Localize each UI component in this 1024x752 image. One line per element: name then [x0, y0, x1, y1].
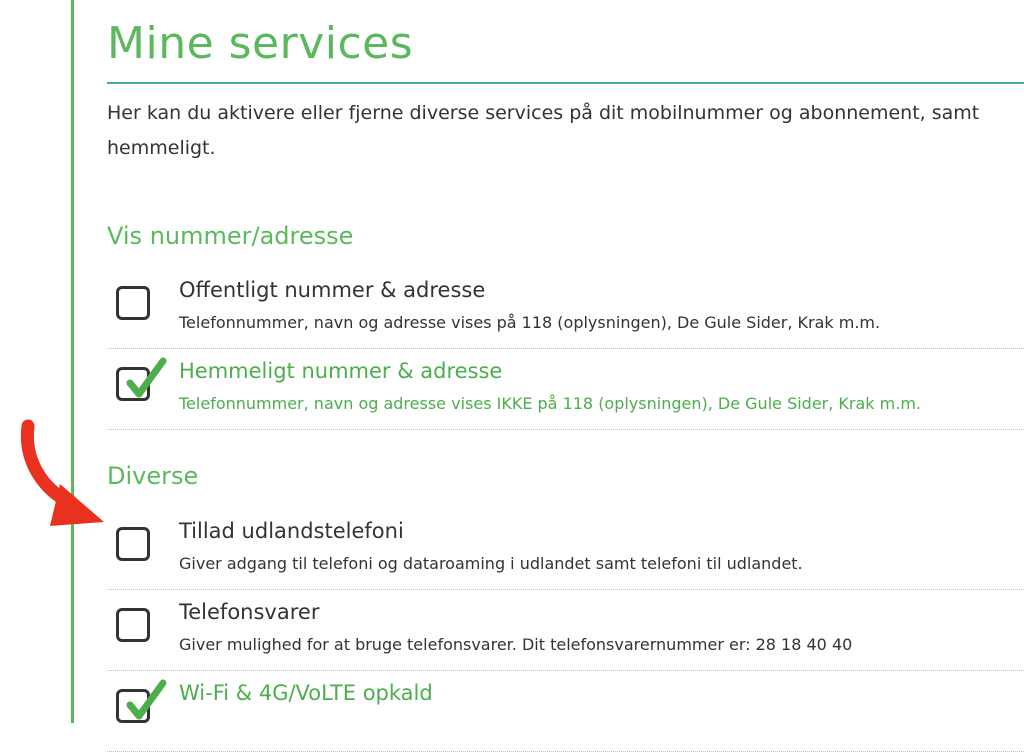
- option-title: Tillad udlandstelefoni: [179, 519, 404, 543]
- option-offentligt-nummer[interactable]: [107, 268, 1024, 349]
- option-title: Wi-Fi & 4G/VoLTE opkald: [179, 681, 433, 705]
- checkmark-icon: [117, 679, 167, 727]
- option-wifi-volte[interactable]: [107, 671, 1024, 752]
- option-tillad-udlandstelefoni[interactable]: [107, 509, 1024, 590]
- title-divider: [107, 82, 1024, 84]
- red-arrow-icon: [20, 418, 130, 538]
- option-title: Hemmeligt nummer & adresse: [179, 359, 503, 383]
- option-telefonsvarer[interactable]: [107, 590, 1024, 671]
- checkbox-icon[interactable]: [116, 286, 150, 320]
- left-accent-line: [71, 0, 74, 723]
- section-heading-diverse: Diverse: [107, 462, 199, 490]
- section-heading-vis-nummer: Vis nummer/adresse: [107, 222, 354, 250]
- option-hemmeligt-nummer[interactable]: [107, 349, 1024, 430]
- option-description: Telefonnummer, navn og adresse vises på 118 (oplysningen), De Gule Sider, Krak m.m.: [179, 313, 881, 332]
- option-title: Telefonsvarer: [179, 600, 320, 624]
- option-title: Offentligt nummer & adresse: [179, 278, 486, 302]
- checkbox-icon[interactable]: [116, 608, 150, 642]
- page-title: Mine services: [107, 18, 414, 69]
- intro-text: Her kan du aktivere eller fjerne diverse services på dit mobilnummer og abonnement, samt hemmeligt.: [107, 102, 980, 159]
- option-description: Telefonnummer, navn og adresse vises IKKE på 118 (oplysningen), De Gule Sider, Krak m.m.: [179, 394, 921, 413]
- checkmark-icon: [117, 357, 167, 405]
- option-description: Giver adgang til telefoni og dataroaming i udlandet samt telefoni til udlandet.: [179, 554, 803, 573]
- option-description: Giver mulighed for at bruge telefonsvarer. Dit telefonsvarernummer er: 28 18 40 40: [179, 635, 853, 654]
